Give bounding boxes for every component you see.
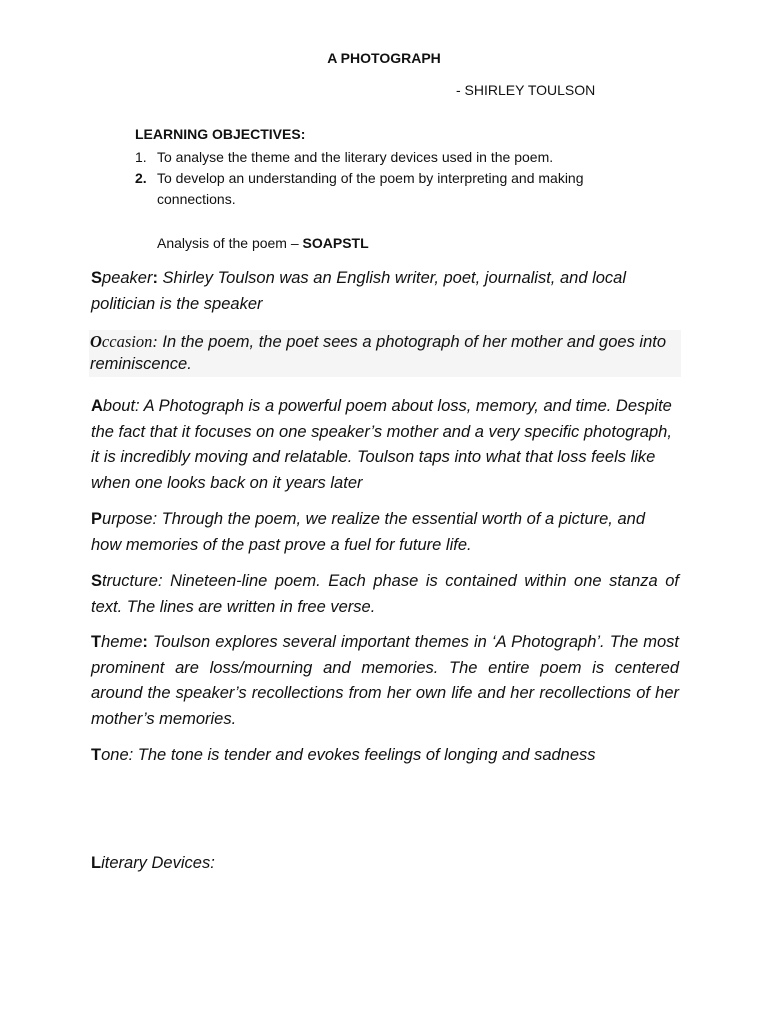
- theme-label: heme: [101, 633, 143, 651]
- about-section: [91, 394, 679, 496]
- analysis-acronym: SOAPSTL: [302, 235, 369, 251]
- analysis-prefix: Analysis of the poem –: [157, 235, 303, 251]
- theme-section: [91, 630, 679, 732]
- learning-objectives-heading: LEARNING OBJECTIVES:: [135, 126, 306, 142]
- poem-author: - SHIRLEY TOULSON: [456, 82, 596, 98]
- list-item-number: 2.: [135, 170, 147, 186]
- purpose-initial: P: [91, 510, 103, 528]
- poem-title: A PHOTOGRAPH: [327, 50, 441, 66]
- structure-text: Nineteen-line poem. Each phase is contained within one stanza of text. The lines are written in free verse.: [91, 572, 679, 616]
- occasion-initial: O: [90, 332, 102, 351]
- list-item: [135, 147, 615, 168]
- occasion-section: [89, 330, 681, 377]
- list-item-text: To analyse the theme and the literary devices used in the poem.: [157, 149, 554, 165]
- occasion-lead: [90, 332, 158, 351]
- tone-initial: T: [91, 746, 102, 764]
- list-item: [135, 168, 615, 210]
- objectives-list: [135, 147, 615, 210]
- about-initial: A: [91, 397, 103, 415]
- speaker-initial: S: [91, 269, 103, 287]
- list-item-text: To develop an understanding of the poem by interpreting and making connections.: [157, 170, 584, 207]
- purpose-label: urpose:: [102, 510, 158, 528]
- literary-initial: L: [91, 854, 102, 872]
- occasion-text: In the poem, the poet sees a photograph of her mother and goes into reminiscence.: [90, 333, 667, 373]
- structure-label: tructure:: [102, 572, 163, 590]
- purpose-text: Through the poem, we realize the essential worth of a picture, and how memories of the past prove a fuel for future life.: [91, 510, 646, 554]
- literary-devices-heading: [91, 851, 679, 877]
- tone-section: [91, 743, 679, 769]
- theme-text: Toulson explores several important themes in ‘A Photograph’. The most prominent are loss/mourning and memories. The entire poem is centered around the speaker’s recollections from her own life and her recollections of her mother’s memories.: [91, 633, 679, 728]
- structure-section: [91, 569, 679, 620]
- about-label: bout:: [102, 397, 144, 415]
- tone-label: one:: [101, 746, 134, 764]
- theme-initial: T: [91, 633, 102, 651]
- speaker-section: [91, 266, 679, 317]
- list-item-number: 1.: [135, 149, 147, 165]
- speaker-text: Shirley Toulson was an English writer, poet, journalist, and local politician is the speaker: [91, 269, 627, 313]
- analysis-heading: [157, 235, 369, 251]
- about-text: A Photograph is a powerful poem about loss, memory, and time. Despite the fact that it focuses on one speaker’s mother and a very specific photograph, it is incredibly moving and relatable. Toulson taps into what that loss feels like when one looks back on it years later: [91, 397, 672, 492]
- speaker-colon: :: [152, 269, 158, 287]
- theme-colon: :: [142, 633, 148, 651]
- occasion-label: ccasion:: [101, 332, 158, 351]
- speaker-label: peaker: [102, 269, 153, 287]
- structure-initial: S: [91, 572, 103, 590]
- tone-text: The tone is tender and evokes feelings of longing and sadness: [133, 746, 596, 764]
- literary-label: iterary Devices:: [101, 854, 215, 872]
- purpose-section: [91, 507, 679, 558]
